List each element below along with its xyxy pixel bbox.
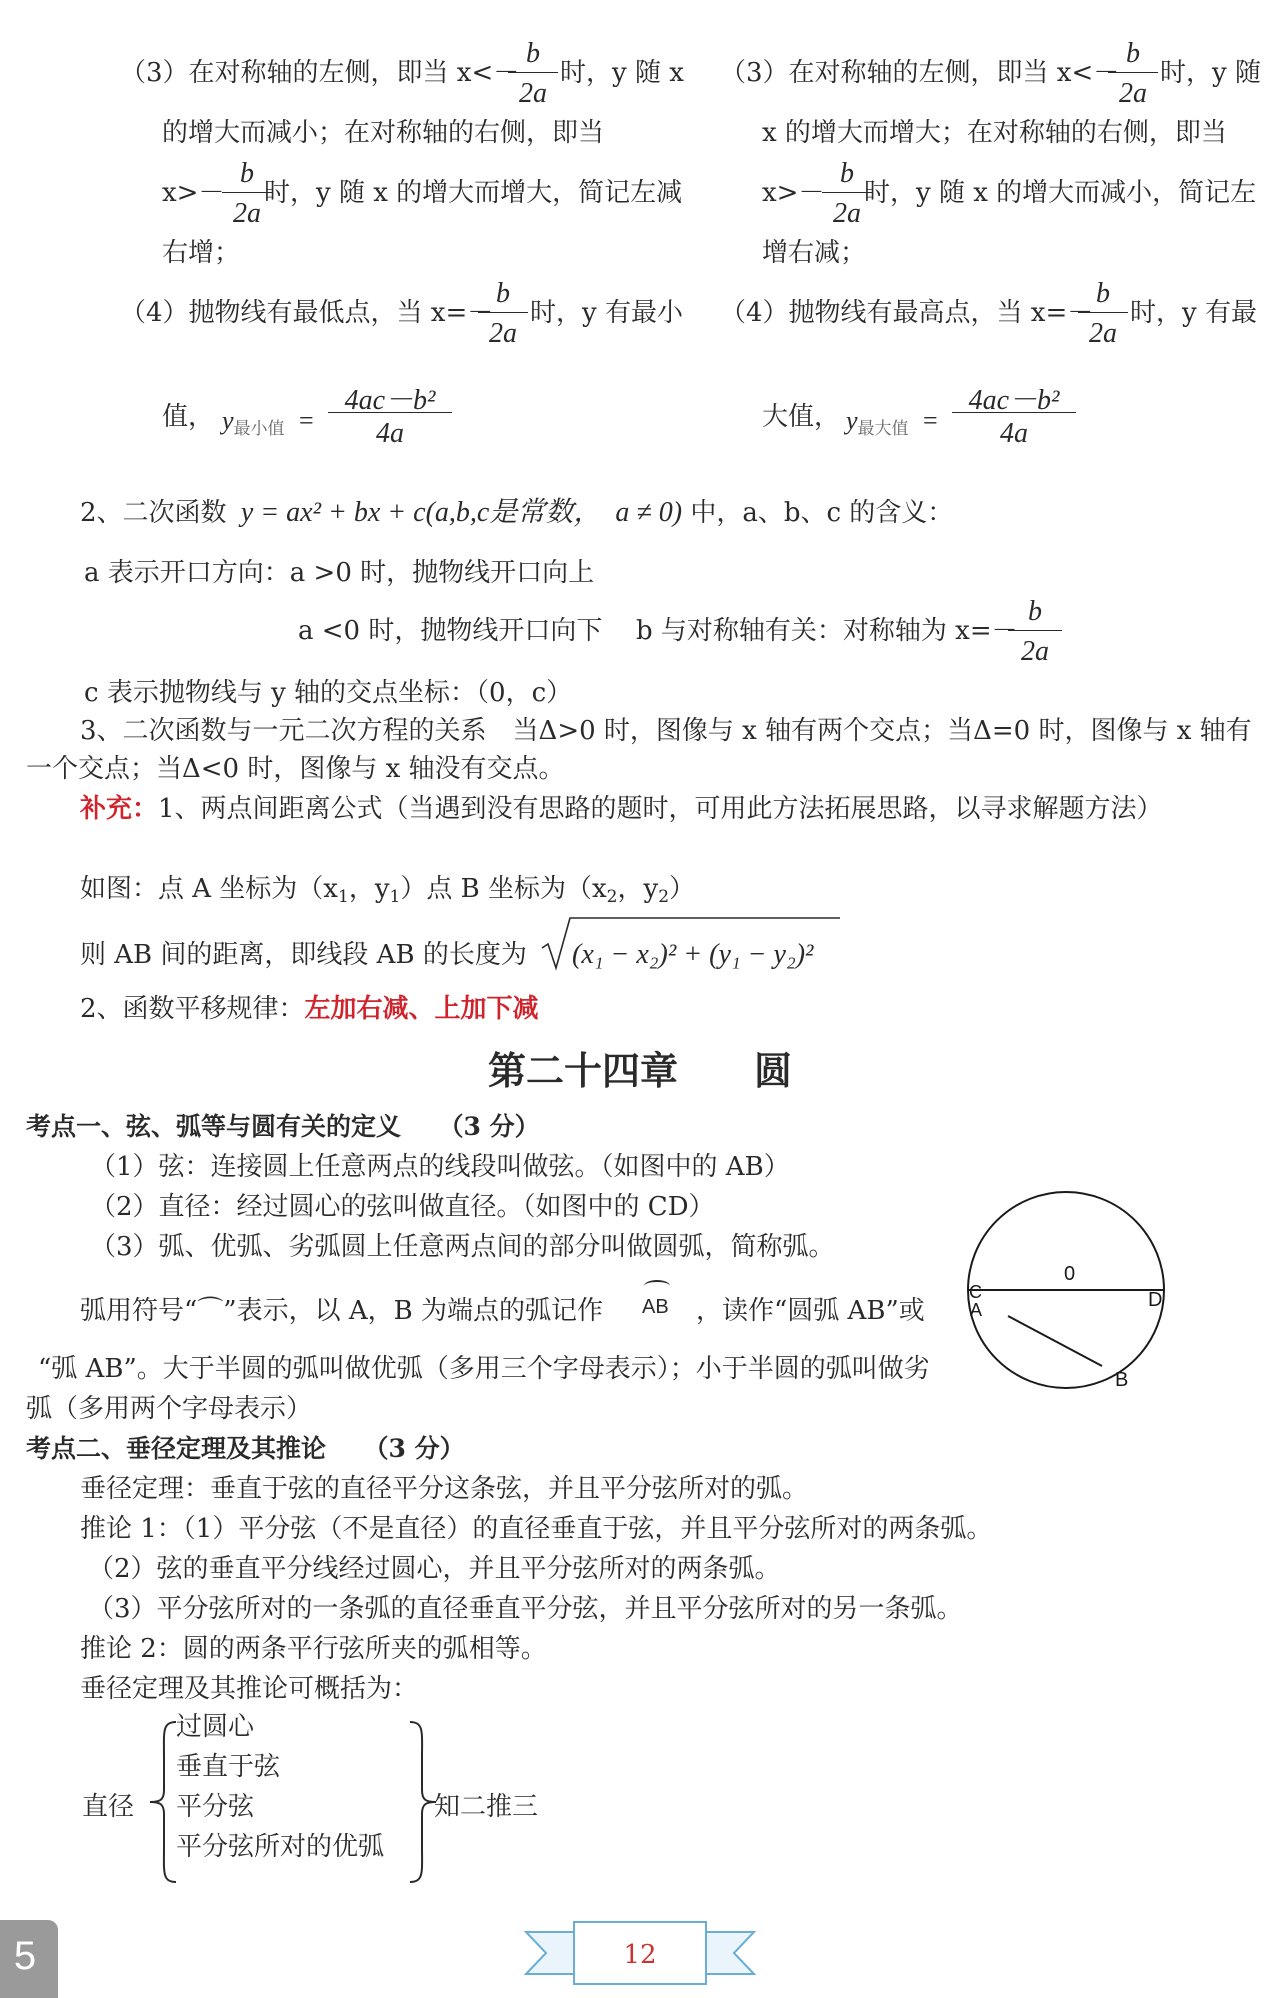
right-ymax [846, 404, 938, 446]
summary-item-2: 垂直于弦 [176, 1752, 281, 1782]
sec2-b-line: b 与对称轴有关：对称轴为 x=－ [636, 616, 1018, 646]
left-p4-line1a: （4）抛物线有最低点，当 x=－ [120, 298, 494, 328]
right-p3-line1b: 时，y 随 [1160, 58, 1261, 88]
point1-heading: 考点一、弦、弧等与圆有关的定义 （3 分） [26, 1112, 540, 1141]
left-frac-3 [478, 278, 528, 354]
sec2-a-line2: a <0 时，抛物线开口向下 [298, 616, 603, 646]
left-p3-line1b: 时，y 随 x [560, 58, 684, 88]
frac-bar [952, 412, 1076, 413]
frac-num: b [1028, 596, 1042, 627]
fig-text: ） [669, 874, 696, 904]
frac-bar [508, 72, 558, 73]
right-p3-line2: x 的增大而增大；在对称轴的右侧，即当 [762, 118, 1227, 148]
frac-bar [328, 412, 452, 413]
frac-bar [1108, 72, 1158, 73]
supplement-fig-line [80, 872, 695, 914]
distance-line: 则 AB 间的距离，即线段 AB 的长度为 [80, 940, 527, 970]
frac-den: 4a [1000, 418, 1028, 449]
point2-l1: 垂径定理：垂直于弦的直径平分这条弦，并且平分弦所对的弧。 [80, 1474, 809, 1504]
shift-rule-line [80, 992, 539, 1026]
sec2-c-line: c 表示抛物线与 y 轴的交点坐标：（0，c） [84, 678, 573, 708]
equals: = [923, 406, 938, 435]
label-c: C [969, 1282, 982, 1302]
frac-num: b [496, 278, 510, 309]
frac-num: b [240, 158, 254, 189]
circle-diagram [960, 1190, 1180, 1400]
right-p4-line1a: （4）抛物线有最高点，当 x=－ [720, 298, 1094, 328]
point1-l6: 弧（多用两个字母表示） [26, 1394, 313, 1424]
y-symbol: y [222, 406, 234, 435]
shift-rule: 左加右减、上加下减 [304, 994, 539, 1024]
label-a: A [970, 1300, 983, 1320]
frac-den: 2a [1021, 636, 1049, 667]
equals: = [299, 406, 314, 435]
left-p3-line4: 右增； [162, 238, 241, 268]
sub-2: 2 [606, 887, 618, 907]
right-p4-line1b: 时，y 有最 [1130, 298, 1257, 328]
y-subscript: 最大值 [857, 419, 909, 439]
supplement-label: 补充： [80, 794, 159, 824]
sub-2: 2 [658, 887, 670, 907]
frac-bar [478, 312, 528, 313]
point2-l2: 推论 1：（1）平分弦（不是直径）的直径垂直于弦，并且平分弦所对的两条弧。 [80, 1514, 993, 1544]
arc-ab-notation [642, 1290, 669, 1324]
left-p3-line2: 的增大而减小；在对称轴的右侧，即当 [162, 118, 605, 148]
frac-num: b [1096, 278, 1110, 309]
sub-1: 1 [389, 887, 401, 907]
label-d: D [1148, 1289, 1163, 1311]
sec2-tail: 中，a、b、c 的含义： [690, 498, 954, 528]
frac-den: 2a [833, 198, 861, 229]
fig-text: ，y [348, 874, 390, 904]
point1-l2: （2）直径：经过圆心的弦叫做直径。（如图中的 CD） [90, 1192, 715, 1222]
point2-l6: 垂径定理及其推论可概括为： [80, 1674, 419, 1704]
frac-bar [1008, 630, 1062, 631]
left-frac-1 [508, 38, 558, 114]
summary-item-4: 平分弦所对的优弧 [176, 1832, 385, 1862]
frac-num: 4ac－b² [344, 385, 436, 416]
right-frac-vertex [952, 378, 1076, 454]
point1-l5: “弧 AB”。大于半圆的弧叫做优弧（多用三个字母表示）；小于半圆的弧叫做劣 [38, 1354, 930, 1384]
frac-num: b [1126, 38, 1140, 69]
frac-bar [1078, 312, 1128, 313]
side-badge [0, 1920, 58, 1998]
left-p4-line2: 值， [162, 402, 215, 432]
y-subscript: 最小值 [233, 419, 285, 439]
right-frac-1 [1108, 38, 1158, 114]
summary-item-1: 过圆心 [176, 1712, 255, 1742]
point2-l4: （3）平分弦所对的一条弧的直径垂直平分弦，并且平分弦所对的另一条弧。 [88, 1594, 963, 1624]
right-p3-line3b: 时，y 随 x 的增大而减小，简记左 [864, 178, 1257, 208]
right-p3-line3a: x>－ [762, 178, 825, 208]
point1-l4b: ，读作“圆弧 AB”或 [696, 1296, 925, 1326]
distance-formula: (x₁ − x₂)² + (y₁ − y₂)² [572, 939, 814, 970]
frac-num: b [840, 158, 854, 189]
fig-text: 如图：点 A 坐标为（x [80, 874, 338, 904]
frac-num: 4ac－b² [968, 385, 1060, 416]
frac-num: b [526, 38, 540, 69]
summary-left: 直径 [82, 1792, 135, 1822]
sec2-lead: 2、二次函数 [80, 498, 227, 528]
right-frac-3 [1078, 278, 1128, 354]
chapter-title: 第二十四章 圆 [487, 1048, 792, 1093]
frac-den: 2a [519, 78, 547, 109]
fig-text: ，y [617, 874, 659, 904]
frac-den: 2a [233, 198, 261, 229]
summary-item-3: 平分弦 [176, 1792, 255, 1822]
left-p3-line3b: 时，y 随 x 的增大而增大，简记左减 [264, 178, 683, 208]
point1-l3: （3）弧、优弧、劣弧圆上任意两点间的部分叫做圆弧，简称弧。 [90, 1232, 835, 1262]
right-p3-line4: 增右减； [762, 238, 867, 268]
supplement-text: 1、两点间距离公式（当遇到没有思路的题时，可用此方法拓展思路，以寻求解题方法） [158, 794, 1163, 824]
point2-heading: 考点二、垂径定理及其推论 （3 分） [26, 1434, 465, 1463]
sec2-line1 [80, 496, 953, 530]
frac-den: 2a [1119, 78, 1147, 109]
page-number: 12 [623, 1940, 657, 1970]
frac-den: 4a [376, 418, 404, 449]
arc-label: AB [642, 1296, 669, 1318]
side-badge-label: 5 [13, 1934, 37, 1978]
right-p3-line1a: （3）在对称轴的左侧，即当 x<－ [720, 58, 1120, 88]
supplement-line [80, 792, 1163, 826]
left-ymin [222, 404, 314, 446]
left-p4-line1b: 时，y 有最小 [530, 298, 683, 328]
frac-den: 2a [489, 318, 517, 349]
sec2-axis-frac [1008, 596, 1062, 672]
sec2-a-line1: a 表示开口方向：a >0 时，抛物线开口向上 [84, 558, 595, 588]
point2-l3: （2）弦的垂直平分线经过圆心，并且平分弦所对的两条弧。 [88, 1554, 781, 1584]
fig-text: ）点 B 坐标为（x [400, 874, 607, 904]
left-frac-vertex [328, 378, 452, 454]
point1-l4a: 弧用符号“⌒”表示，以 A，B 为端点的弧记作 [80, 1296, 603, 1326]
label-o: 0 [1064, 1263, 1076, 1285]
summary-right: 知二推三 [434, 1792, 539, 1822]
sec3-line2: 一个交点；当Δ<0 时，图像与 x 轴没有交点。 [26, 754, 565, 784]
right-p4-line2: 大值， [762, 402, 841, 432]
point1-l1: （1）弦：连接圆上任意两点的线段叫做弦。（如图中的 AB） [90, 1152, 790, 1182]
shift-pre: 2、函数平移规律： [80, 994, 305, 1024]
point2-l5: 推论 2：圆的两条平行弦所夹的弧相等。 [80, 1634, 547, 1664]
arc-symbol-icon [644, 1280, 670, 1292]
label-b: B [1115, 1369, 1129, 1391]
sec3-line1: 3、二次函数与一元二次方程的关系 当Δ>0 时，图像与 x 轴有两个交点；当Δ=0 时，图像与 x 轴有 [80, 716, 1252, 746]
frac-den: 2a [1089, 318, 1117, 349]
sec2-formula: y = ax² + bx + c(a,b,c是常数， a ≠ 0) [240, 497, 683, 528]
left-p3-line1a: （3）在对称轴的左侧，即当 x<－ [120, 58, 520, 88]
sub-1: 1 [337, 887, 349, 907]
left-p3-line3a: x>－ [162, 178, 225, 208]
y-symbol: y [846, 406, 858, 435]
